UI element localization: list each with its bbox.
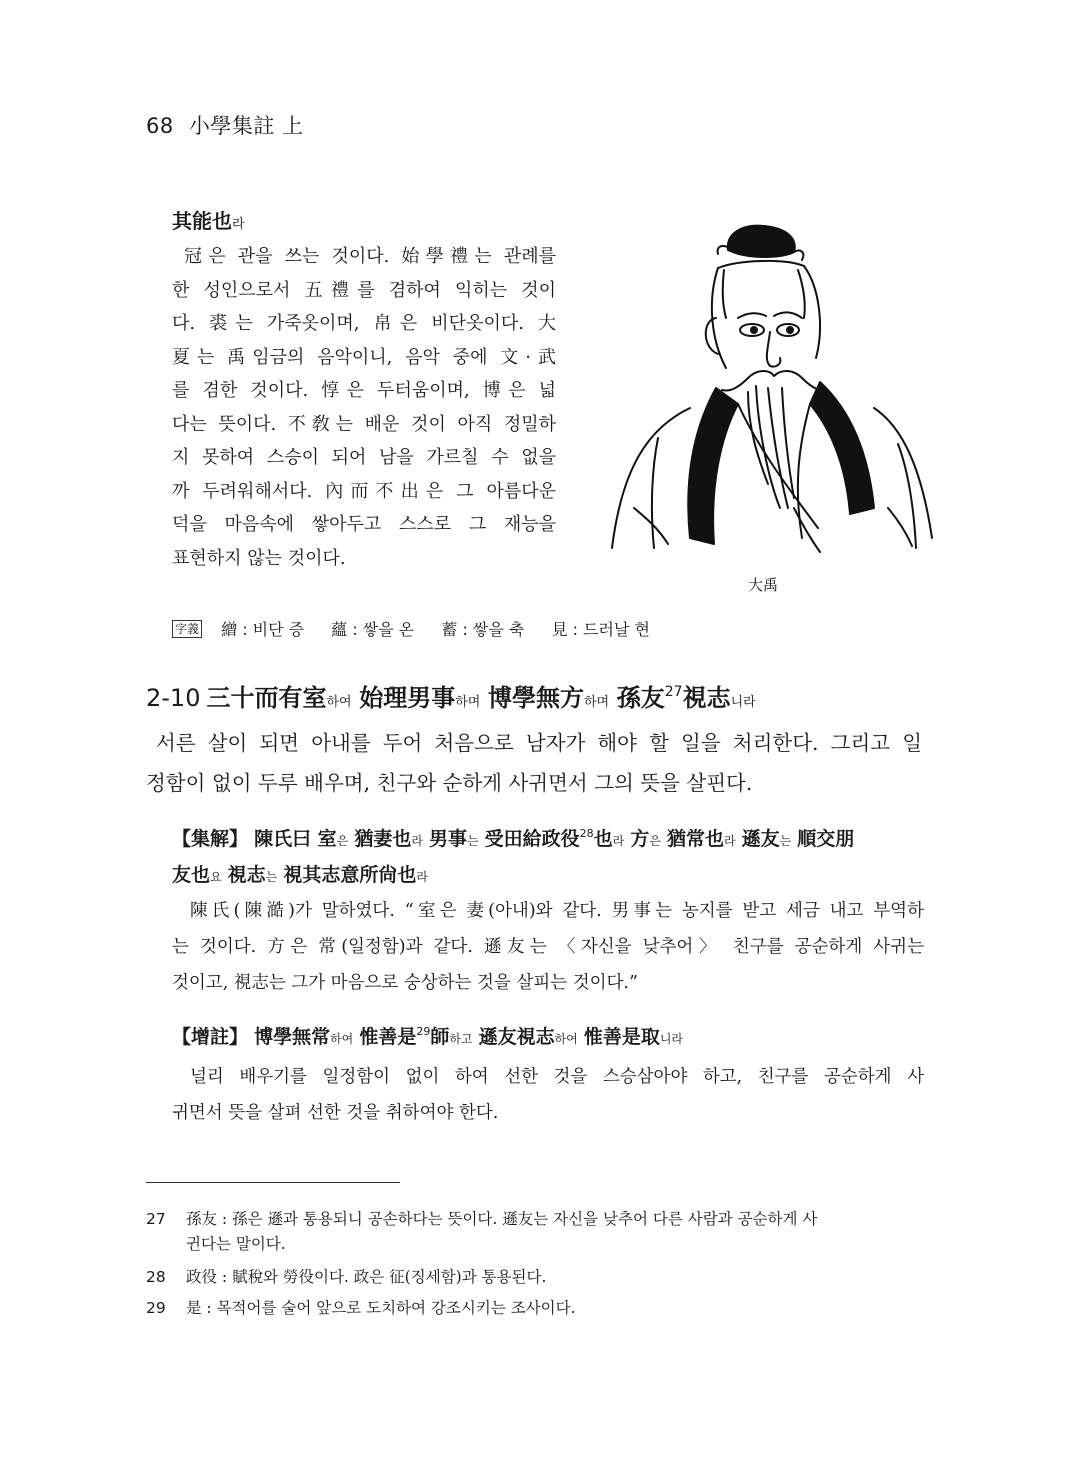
source-phrase: 視其志意所尙也 <box>283 864 417 886</box>
source-phrase: 博學無常 <box>254 1026 331 1048</box>
source-phrase: 三十而有室 <box>206 683 327 712</box>
source-phrase: 也 <box>593 828 613 850</box>
source-phrase: 友也 <box>172 864 211 886</box>
footnote <box>146 1296 926 1321</box>
commentary-line <box>172 858 924 894</box>
gloss-line: 까 두려워해서다. 內而不出은 그 아름다운 <box>172 480 556 502</box>
jeungju-commentary <box>172 1015 924 1056</box>
footnote-line: 是 : 목적어를 술어 앞으로 도치하여 강조시키는 조사이다. <box>186 1299 576 1317</box>
lead-line-text: 其能也 <box>172 209 232 233</box>
gloss-line: 를 겸한 것이다. 惇은 두터움이며, 博은 넓 <box>172 380 556 401</box>
translation-line: 널리 배우기를 일정함이 없이 하여 선한 것을 스승삼아야 하고, 친구를 공순하게 사 <box>190 1067 924 1087</box>
footnote-text <box>186 1207 926 1257</box>
footnote-text <box>186 1265 926 1290</box>
book-title: 小學集註 上 <box>188 114 304 138</box>
phrase-ending: 라 <box>411 834 423 848</box>
running-head <box>146 110 304 140</box>
source-phrase: 孫友 <box>616 683 665 712</box>
source-phrase: 始理男事 <box>359 683 456 712</box>
phrase-ending: 라 <box>612 834 625 848</box>
gloss-line: 다는 뜻이다. 不敎는 배운 것이 아직 정밀하 <box>172 413 556 435</box>
phrase-ending: 하여 <box>326 695 352 710</box>
phrase-ending: 하여 <box>554 1032 578 1046</box>
phrase-ending: 라 <box>416 870 428 884</box>
translation-line: 서른 살이 되면 아내를 두어 처음으로 남자가 해야 할 일을 처리한다. 그리고 일 <box>156 731 922 755</box>
footnote-ref[interactable]: 28 <box>579 827 594 840</box>
gloss-line: 夏는 禹임금의 음악이니, 음악 중에 文·武 <box>172 346 556 368</box>
glossary-entry: 蘊 : 쌓을 온 <box>331 620 415 639</box>
footnote <box>146 1265 926 1290</box>
lead-line-ending: 라 <box>232 217 245 232</box>
translation-line: 는 것이다. 方은 常(일정함)과 같다. 遜友는 〈자신을 낮추어〉 친구를 공순하게 사귀는 <box>172 937 924 957</box>
figure-caption: 大禹 <box>748 576 779 594</box>
phrase-ending: 하며 <box>455 695 481 710</box>
jeungju-translation <box>172 1059 924 1131</box>
page-number: 68 <box>146 114 174 138</box>
section-number: 2-10 <box>146 684 201 712</box>
footnote-line: 孫友 : 孫은 遜과 통용되니 공손하다는 뜻이다. 遜友는 자신을 낮추어 다른 사람과 공순하게 사 <box>186 1210 818 1228</box>
translation-line: 陳氏(陳澔)가 말하였다. “室은 妻(아내)와 같다. 男事는 농지를 받고 세금 내고 부역하 <box>190 901 924 921</box>
footnote-ref[interactable]: 29 <box>416 1025 431 1038</box>
footnote-line: 귄다는 말이다. <box>186 1235 286 1253</box>
phrase-ending: 은 <box>649 834 661 848</box>
gloss-line: 다. 裘는 가죽옷이며, 帛은 비단옷이다. 大 <box>172 313 556 334</box>
footnote-number: 28 <box>146 1268 166 1286</box>
commentary-label: 【集解】 <box>172 828 249 850</box>
commentary-line <box>172 1015 924 1056</box>
section-translation <box>146 723 922 803</box>
source-phrase: 師 <box>430 1026 450 1048</box>
source-phrase: 受田給政役 <box>484 828 580 850</box>
source-phrase: 猶常也 <box>666 828 724 850</box>
jiphae-translation <box>172 893 924 1001</box>
glossary-entry: 蓄 : 쌓을 축 <box>441 620 525 639</box>
yu-the-great-portrait <box>598 208 940 563</box>
source-phrase: 方 <box>630 828 650 850</box>
footnote-number: 27 <box>146 1210 166 1228</box>
source-phrase: 遜友 <box>741 828 780 850</box>
gloss-paragraph <box>172 240 556 575</box>
phrase-ending: 하고 <box>449 1032 473 1046</box>
glossary-label-box: 字義 <box>172 620 202 638</box>
portrait-illustration <box>598 208 940 563</box>
glossary-entry: 繒 : 비단 증 <box>221 620 305 639</box>
footnote-line: 政役 : 賦稅와 勞役이다. 政은 征(징세함)과 통용된다. <box>186 1268 547 1286</box>
phrase-ending: 는 <box>265 870 278 884</box>
commentary-line <box>172 817 924 858</box>
source-phrase: 惟善是 <box>359 1026 417 1048</box>
gloss-line: 한 성인으로서 五禮를 겸하여 익히는 것이 <box>172 279 556 301</box>
source-phrase: 視志 <box>227 864 266 886</box>
phrase-ending: 은 <box>336 834 349 848</box>
footnote-text <box>186 1296 926 1321</box>
footnote-ref[interactable]: 27 <box>664 684 683 700</box>
phrase-ending: 는 <box>779 834 792 848</box>
phrase-ending: 요 <box>210 870 222 884</box>
gloss-line: 덕을 마음속에 쌓아두고 스스로 그 재능을 <box>172 514 556 535</box>
commentary-label: 【增註】 <box>172 1026 249 1048</box>
source-phrase: 順交朋 <box>797 828 855 850</box>
footnote-number: 29 <box>146 1299 166 1317</box>
gloss-line: 표현하지 않는 것이다. <box>172 547 346 569</box>
source-phrase: 猶妻也 <box>354 828 412 850</box>
phrase-ending: 니라 <box>730 695 756 710</box>
phrase-ending: 니라 <box>659 1032 684 1046</box>
glossary-entry: 見 : 드러날 현 <box>551 620 650 639</box>
gloss-line: 지 못하여 스승이 되어 남을 가르칠 수 없을 <box>172 447 556 468</box>
phrase-ending: 라 <box>723 834 736 848</box>
character-glossary <box>172 617 672 640</box>
source-phrase: 遜友視志 <box>478 1026 555 1048</box>
source-phrase: 男事 <box>428 828 467 850</box>
phrase-ending: 하며 <box>584 695 610 710</box>
source-phrase: 惟善是取 <box>583 1026 660 1048</box>
source-phrase: 陳氏曰 室 <box>254 828 337 850</box>
source-phrase: 博學無方 <box>488 683 584 712</box>
footnote <box>146 1207 926 1257</box>
phrase-ending: 는 <box>467 834 479 848</box>
footnote-divider <box>146 1182 400 1183</box>
source-phrase: 視志 <box>682 683 731 712</box>
jiphae-commentary <box>172 817 924 894</box>
translation-line: 것이고, 視志는 그가 마음으로 숭상하는 것을 살피는 것이다.” <box>172 973 638 993</box>
translation-line: 정함이 없이 두루 배우며, 친구와 순하게 사귀면서 그의 뜻을 살핀다. <box>146 771 753 795</box>
phrase-ending: 하여 <box>330 1032 354 1046</box>
gloss-line: 冠은 관을 쓰는 것이다. 始學禮는 관례를 <box>184 246 556 267</box>
translation-line: 귀면서 뜻을 살펴 선한 것을 취하여야 한다. <box>172 1103 499 1123</box>
section-heading <box>146 678 756 713</box>
lead-line <box>172 205 245 234</box>
